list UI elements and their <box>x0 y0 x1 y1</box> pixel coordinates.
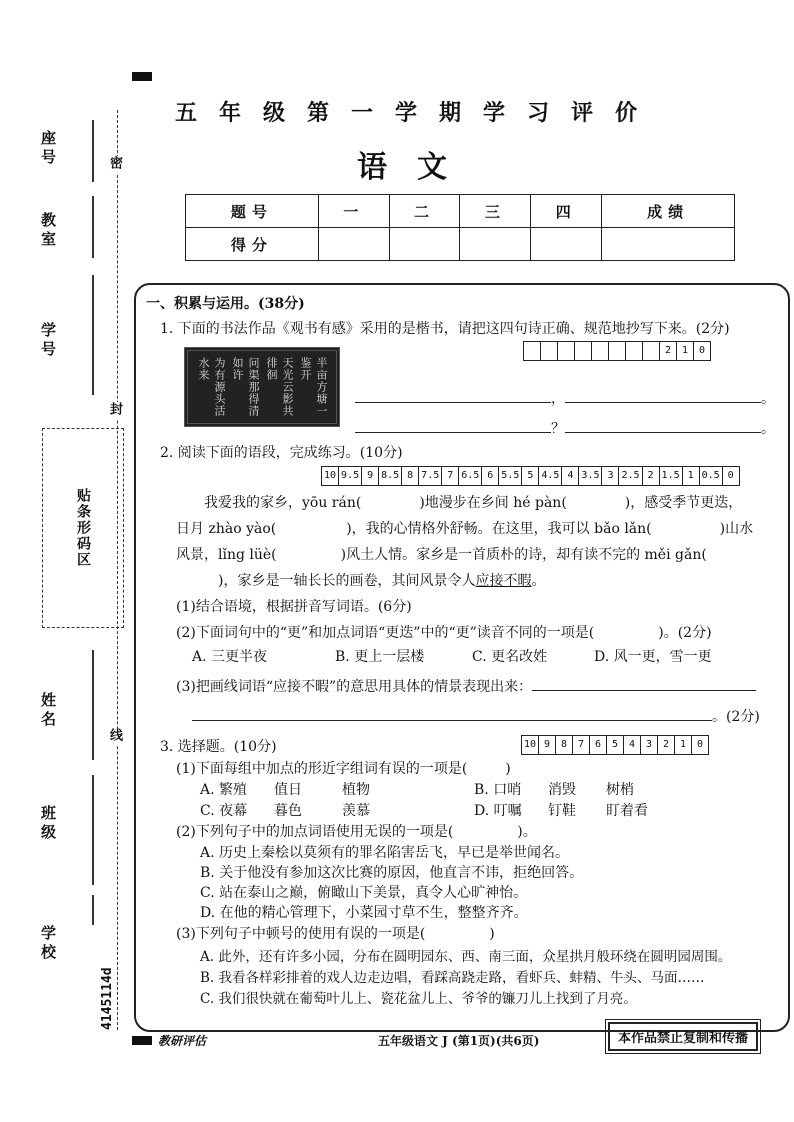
score-box[interactable]: 1 <box>675 736 692 754</box>
q1-score-strip[interactable] <box>523 341 711 361</box>
label-name: 姓名 <box>39 692 57 730</box>
label-seat-number: 座号 <box>39 130 57 168</box>
q2-option-b[interactable]: B. 更上一层楼 <box>335 649 425 665</box>
q3-sub3 <box>176 923 495 943</box>
score-box[interactable]: 0 <box>698 345 706 356</box>
seal-mark-mi: 密 <box>107 156 122 173</box>
label-classroom: 教室 <box>39 212 57 250</box>
score-input[interactable] <box>602 228 735 261</box>
label-school: 学校 <box>39 925 57 963</box>
passage-text: )地漫步在乡间 hé pàn( <box>419 495 567 511</box>
option-word: 消毁 <box>548 782 576 798</box>
score-box[interactable]: 10 <box>522 736 539 754</box>
q2-sub3-line[interactable] <box>192 706 760 726</box>
score-box[interactable]: 2.5 <box>619 467 642 485</box>
score-box[interactable]: 10 <box>322 467 339 485</box>
label-student-id: 学号 <box>39 322 57 360</box>
q3-score-strip[interactable] <box>521 735 709 755</box>
q3-s3-option-a[interactable]: A. 此外，还有许多小园，分布在圆明园东、西、南三面，众星拱月般环绕在圆明园周围。 <box>200 949 732 965</box>
passage-text: )，我的心情格外舒畅。在这里，我可以 bǎo lǎn( <box>346 521 652 537</box>
score-box[interactable]: 6.5 <box>459 467 482 485</box>
score-box[interactable]: 8 <box>556 736 573 754</box>
option-word: 树梢 <box>606 782 634 798</box>
score-cell: 题号 <box>186 195 319 228</box>
score-cell: 成绩 <box>602 195 735 228</box>
score-table <box>185 194 735 261</box>
fill-line-school[interactable] <box>92 895 94 925</box>
score-box[interactable]: 6 <box>482 467 499 485</box>
exam-subject: 语文 <box>357 150 477 185</box>
sub-question-text: ) <box>505 761 511 777</box>
exam-title: 五年级第一学期学习评价 <box>174 100 659 126</box>
score-box[interactable]: 2 <box>660 342 677 360</box>
q3-s1-option-a[interactable] <box>200 779 370 799</box>
score-input[interactable] <box>460 228 531 261</box>
sub-question-text: )。 <box>517 824 537 840</box>
score-row-label: 得分 <box>186 228 319 261</box>
punct: 。 <box>761 421 775 437</box>
q3-text: 3. 选择题。(10分) <box>160 739 277 755</box>
q2-sub1: (1)结合语境，根据拼音写词语。(6分) <box>176 599 412 615</box>
answer-line[interactable] <box>532 690 756 691</box>
score-box[interactable]: 8 <box>402 467 419 485</box>
q2-option-a[interactable]: A. 三更半夜 <box>192 649 268 665</box>
score-box[interactable]: 7 <box>442 467 459 485</box>
sub-question-text: )。(2分) <box>658 625 712 641</box>
score-box[interactable]: 9 <box>362 467 379 485</box>
footer-logo-bar <box>132 1036 152 1045</box>
score-box[interactable]: 1 <box>677 342 694 360</box>
q3-s2-option-d[interactable]: D. 在他的精心管理下，小菜园寸草不生，整整齐齐。 <box>200 905 528 921</box>
calligraphy-column: 问渠那得清如许 <box>231 357 260 417</box>
passage-text: )山水 <box>719 521 754 537</box>
score-cell: 二 <box>389 195 460 228</box>
score-box[interactable]: 0 <box>727 470 734 481</box>
q2-sub2 <box>176 622 712 642</box>
score-cell: 三 <box>460 195 531 228</box>
fill-line-name[interactable] <box>92 650 94 760</box>
footer-brand: 教研评估 <box>158 1034 207 1048</box>
barcode-label: 贴条形码区 <box>75 488 91 568</box>
score-box[interactable]: 5.5 <box>499 467 522 485</box>
q1-answer-line-1[interactable] <box>355 388 775 408</box>
passage-text: 我爱我的家乡，yōu rán( <box>204 495 362 511</box>
passage-text: 日月 zhào yào( <box>176 521 277 537</box>
registration-mark <box>132 72 152 81</box>
q2-sub3 <box>176 676 756 696</box>
score-input[interactable] <box>531 228 602 261</box>
score-box[interactable]: 2 <box>658 736 675 754</box>
q3-s3-option-b[interactable]: B. 我看各样彩排着的戏人边走边唱，看踩高跷走路，看虾兵、蚌精、牛头、马面…… <box>200 970 705 986</box>
score-box[interactable]: 1.5 <box>660 467 683 485</box>
sub-question-text: (2)下列句子中的加点词语使用无误的一项是( <box>176 824 454 840</box>
q3-s1-option-c[interactable] <box>200 800 370 820</box>
section-heading: 一、积累与运用。(38分) <box>146 296 305 312</box>
score-box[interactable] <box>524 342 541 360</box>
score-box[interactable]: 9.5 <box>339 467 362 485</box>
q3-s1-option-b[interactable] <box>474 779 634 799</box>
score-box[interactable] <box>609 342 626 360</box>
q2-passage-line-3 <box>176 544 707 564</box>
serial-number: 4145114d <box>100 967 115 1030</box>
passage-text: 风景，lǐng lüè( <box>176 547 277 563</box>
punct: ， <box>551 391 565 407</box>
underlined-phrase: 应接不暇 <box>475 573 532 589</box>
score-box[interactable]: 5 <box>522 467 539 485</box>
score-box[interactable]: 4.5 <box>539 467 562 485</box>
passage-text: 。 <box>531 573 546 589</box>
q2-option-c[interactable]: C. 更名改姓 <box>472 649 548 665</box>
score-box[interactable]: 3 <box>641 736 658 754</box>
score-cell: 四 <box>531 195 602 228</box>
sub-question-text: 。(2分) <box>712 709 760 725</box>
sub-question-text: (3)把画线词语“应接不暇”的意思用具体的情景表现出来： <box>176 679 533 695</box>
q3-s2-option-a[interactable]: A. 历史上秦桧以莫须有的罪名陷害岳飞，早已是举世闻名。 <box>200 845 570 861</box>
score-cell: 一 <box>318 195 389 228</box>
option-word: B. 口哨 <box>474 782 522 798</box>
score-table-header-row <box>186 195 735 228</box>
calligraphy-column: 半亩方塘一鉴开 <box>299 357 328 417</box>
label-class: 班级 <box>39 805 57 843</box>
option-word: 暮色 <box>274 803 302 819</box>
footer-page-info: 五年级语文 J (第1页)(共6页) <box>378 1034 540 1048</box>
seal-mark-xian: 线 <box>107 728 122 745</box>
passage-text: )，家乡是一轴长长的画卷，其间风景令人 <box>218 573 476 589</box>
score-box[interactable]: 8.5 <box>379 467 402 485</box>
option-word: A. 繁殖 <box>200 782 248 798</box>
fill-line-class[interactable] <box>92 775 94 885</box>
option-word: 羡慕 <box>342 803 370 819</box>
score-box[interactable]: 6 <box>590 736 607 754</box>
sub-question-text: (2)下面词句中的“更”和加点词语“更迭”中的“更”读音不同的一项是( <box>176 625 595 641</box>
q2-score-strip[interactable] <box>321 466 740 486</box>
calligraphy-column: 为有源头活水来 <box>197 357 226 417</box>
punct: 。 <box>761 391 775 407</box>
option-word: 值日 <box>274 782 302 798</box>
score-box[interactable]: 4 <box>624 736 641 754</box>
score-box[interactable]: 3 <box>602 467 619 485</box>
score-box[interactable]: 5 <box>607 736 624 754</box>
q3-s2-option-b[interactable]: B. 关于他没有参加这次比赛的原因，他直言不讳，拒绝回答。 <box>200 865 584 881</box>
score-table-score-row <box>186 228 735 261</box>
q1-answer-line-2[interactable] <box>355 418 775 438</box>
score-box[interactable]: 9 <box>539 736 556 754</box>
score-box[interactable]: 4 <box>562 467 579 485</box>
sub-question-text: (1)下面每组中加点的形近字组词有误的一项是( <box>176 761 468 777</box>
q2-passage-line-4 <box>218 570 545 590</box>
q3-sub2 <box>176 821 537 841</box>
q2-passage-line-2 <box>176 518 753 538</box>
option-word: 盯着看 <box>606 803 648 819</box>
q1-text: 1. 下面的书法作品《观书有感》采用的是楷书，请把这四句诗正确、规范地抄写下来。(2分) <box>160 321 730 337</box>
fill-line-student-id[interactable] <box>92 275 94 395</box>
option-word: C. 夜幕 <box>200 803 248 819</box>
score-box[interactable]: 0 <box>697 739 704 750</box>
seal-mark-feng: 封 <box>107 402 122 419</box>
option-word: 植物 <box>342 782 370 798</box>
q2-text: 2. 阅读下面的语段，完成练习。(10分) <box>160 445 403 461</box>
barcode-area <box>42 428 124 628</box>
score-box[interactable] <box>592 342 609 360</box>
sub-question-text: ) <box>489 926 495 942</box>
score-box[interactable]: 7 <box>573 736 590 754</box>
score-box[interactable] <box>575 342 592 360</box>
passage-text: )，感受季节更迭， <box>624 495 743 511</box>
q3-sub1 <box>176 758 511 778</box>
q3-s3-option-c[interactable]: C. 我们很快就在葡萄叶儿上、瓷花盆儿上、爷爷的镰刀儿上找到了月亮。 <box>200 991 637 1007</box>
passage-text: )风土人情。家乡是一首质朴的诗，却有读不完的 měi gǎn( <box>340 547 707 563</box>
q2-passage-line-1 <box>204 492 742 512</box>
score-box[interactable] <box>626 342 643 360</box>
q3-s2-option-c[interactable]: C. 站在泰山之巅，俯瞰山下美景，真令人心旷神怡。 <box>200 885 528 901</box>
copyright-notice: 本作品禁止复制和传播 <box>608 1022 758 1051</box>
score-box[interactable] <box>541 342 558 360</box>
calligraphy-image <box>184 347 340 427</box>
score-input[interactable] <box>318 228 389 261</box>
score-box[interactable] <box>558 342 575 360</box>
option-word: 钉鞋 <box>548 803 576 819</box>
sub-question-text: (3)下列句子中顿号的使用有误的一项是( <box>176 926 426 942</box>
score-box[interactable]: 0.5 <box>700 467 723 485</box>
punct: ？ <box>551 421 565 437</box>
score-box[interactable]: 2 <box>643 467 660 485</box>
q3-s1-option-d[interactable] <box>474 800 648 820</box>
q2-option-d[interactable]: D. 风一更，雪一更 <box>594 649 712 665</box>
option-word: D. 叮嘱 <box>474 803 522 819</box>
fill-line-classroom[interactable] <box>92 196 94 258</box>
score-input[interactable] <box>389 228 460 261</box>
score-box[interactable] <box>643 342 660 360</box>
score-box[interactable]: 3.5 <box>579 467 602 485</box>
calligraphy-column: 天光云影共徘徊 <box>265 357 294 417</box>
score-box[interactable]: 7.5 <box>419 467 442 485</box>
score-box[interactable]: 1 <box>683 467 700 485</box>
